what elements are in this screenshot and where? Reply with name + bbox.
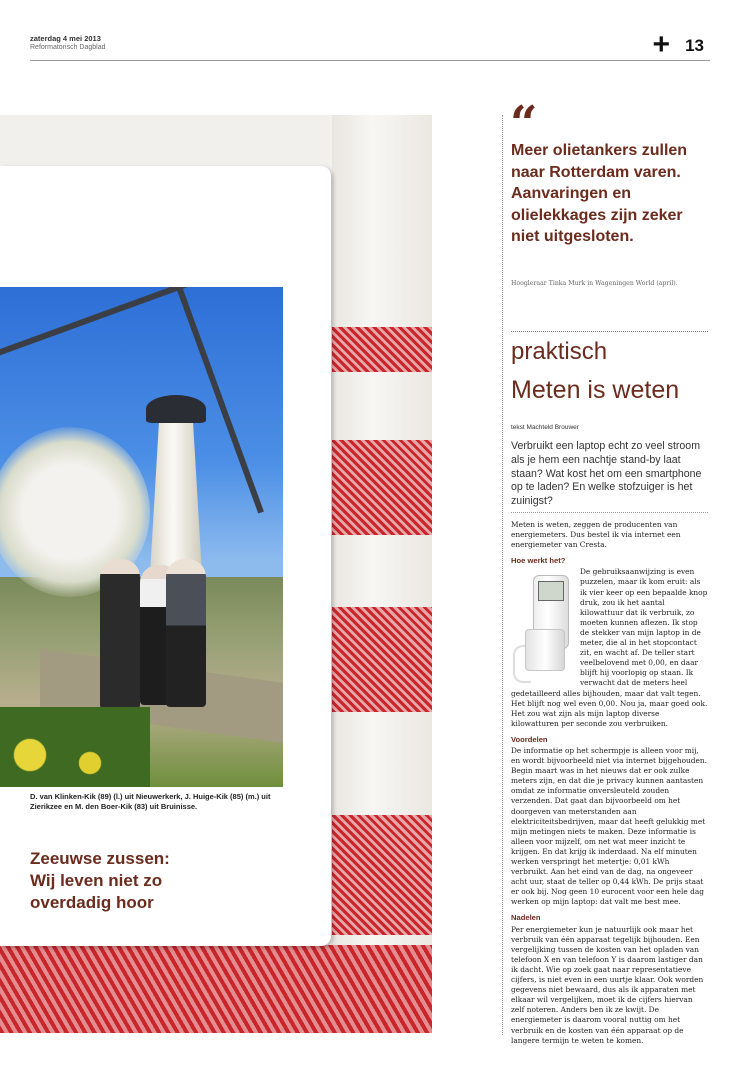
subheading: Nadelen bbox=[511, 913, 541, 923]
section-label: praktisch bbox=[511, 338, 608, 365]
yellow-flowers bbox=[0, 707, 150, 787]
pull-quote: Meer olietankers zullen naar Rotterdam varen. Aanvaringen en olielekkages zijn zeker niet uitgesloten. bbox=[511, 142, 688, 245]
windmill-sail bbox=[0, 287, 180, 372]
subheading: Voordelen bbox=[511, 734, 548, 744]
headline-line: overdadig hoor bbox=[30, 893, 154, 912]
sister-right bbox=[166, 559, 206, 707]
article-paragraph: Per energiemeter kun je natuurlijk ook maar het verbruik van één apparaat tegelijk bijhouden. Een vergelijking tussen de kosten van het opladen van telefoon X en van telefoon Y is daarom lastiger dan ik dacht. Wie op zoek gaat naar representatieve cijfers, is niet even in een uurtje klaar. Ook worden gegevens niet bewaard, dus als ik apparaten met elkaar wil vergelijken, moet ik de cijfers hiervan zelf noteren. Anders ben ik ze kwijt. De energiemeter is daarom vooral nuttig om het verbruik en de kosten van één apparaat op de langere termijn te weten te komen. bbox=[511, 924, 704, 1045]
headline-line: Wij leven niet zo bbox=[30, 871, 163, 890]
energy-meter-image bbox=[511, 567, 576, 682]
cloth-embroidery-bottom bbox=[0, 945, 432, 1033]
windmill-tower bbox=[150, 415, 202, 575]
windmill-sisters-photo bbox=[0, 287, 283, 787]
header-date: zaterdag 4 mei 2013 bbox=[30, 34, 101, 43]
meter-plug bbox=[525, 629, 565, 671]
article-byline: tekst Machteld Brouwer bbox=[511, 424, 579, 431]
page-number: 13 bbox=[685, 36, 704, 55]
article-paragraph: De informatie op het schermpje is alleen voor mij, en wordt bijvoorbeeld niet via internet bijgehouden. Begin maart was in het nieuws dat er ook zulke meters zijn, en dat die je privacy kunnen aantasten omdat ze informatie onversleuteld zouden verzenden. Dat gaat dan bijvoorbeeld om het doorgeven van meterstanden aan elektriciteitsbedrijven, maar dat heeft gelukkig met mijn metingen niets te maken. Deze informatie is alleen voor mijzelf, om net wat meer inzicht te krijgen. En dat krijg ik inderdaad. Na elf minuten werken verspringt het metertje: 0,01 kWh verbruikt. Aan het eind van de dag, na ongeveer acht uur, staat de teller op 0,44 kWh. De prijs staat er ook bij. Nog geen 10 eurocent voor een hele dag werken op mijn laptop: dat valt me best mee. bbox=[511, 745, 707, 907]
header-paper-name: Reformatorisch Dagblad bbox=[30, 44, 106, 51]
article-paragraph: Meten is weten, zeggen de producenten van energiemeters. Dus bestel ik via internet een energiemeter van Cresta. bbox=[511, 520, 681, 550]
subheading: Hoe werkt het? bbox=[511, 556, 566, 566]
article-paragraph: De gebruiksaanwijzing is even puzzelen, maar ik kom eruit: als ik vier keer op een bepaalde knop druk, zou ik het aantal kilowattuur dat ik verbruik, zo moeten kunnen aflezen. Ik stop de stekker van mijn laptop in de meter, die al in het stopcontact zit, en wacht af. De teller start veelbelovend met 0,00, en daar blijft hij voorlopig op staan. Ik verwacht dat de meters heel gedetailleerd alles bijhouden, maar dat valt tegen. Het blijft nog wel even 0,00. Nou ja, maar goed ook. Het zou wat zijn als mijn laptop diverse kilowatturen per seconde zou verbruiken. bbox=[511, 567, 708, 728]
article-intro: Verbruikt een laptop echt zo veel stroom als je hem een nachtje stand-by laat staan? Wat kost het om een smartphone op te laden? En welke stofzuiger is het zuinigst? bbox=[511, 440, 702, 508]
cloth-embroidery-band bbox=[332, 815, 432, 935]
photo-headline bbox=[30, 848, 270, 914]
quote-mark-icon: “ bbox=[510, 96, 538, 152]
sister-left bbox=[100, 559, 140, 709]
cloth-embroidery-band bbox=[332, 327, 432, 372]
article-body bbox=[511, 520, 708, 1052]
intro-divider bbox=[511, 512, 708, 513]
windmill-sail bbox=[178, 287, 283, 290]
section-divider bbox=[511, 331, 708, 332]
windmill-cap bbox=[146, 395, 206, 423]
meter-screen bbox=[538, 581, 564, 601]
cloth-embroidery-band bbox=[332, 440, 432, 535]
plus-icon: + bbox=[652, 28, 670, 61]
article-title: Meten is weten bbox=[511, 376, 680, 404]
cloth-embroidery-band bbox=[332, 607, 432, 712]
quote-source: Hoogleraar Tinka Murk in Wageningen World (april). bbox=[511, 280, 678, 287]
page-header bbox=[30, 28, 710, 61]
photo-caption: D. van Klinken-Kik (89) (l.) uit Nieuwerkerk, J. Huige-Kik (85) (m.) uit Zierikzee en M. den Boer-Kik (83) uit Bruinisse. bbox=[30, 792, 271, 811]
column-divider bbox=[502, 115, 503, 1035]
headline-line: Zeeuwse zussen: bbox=[30, 849, 170, 868]
